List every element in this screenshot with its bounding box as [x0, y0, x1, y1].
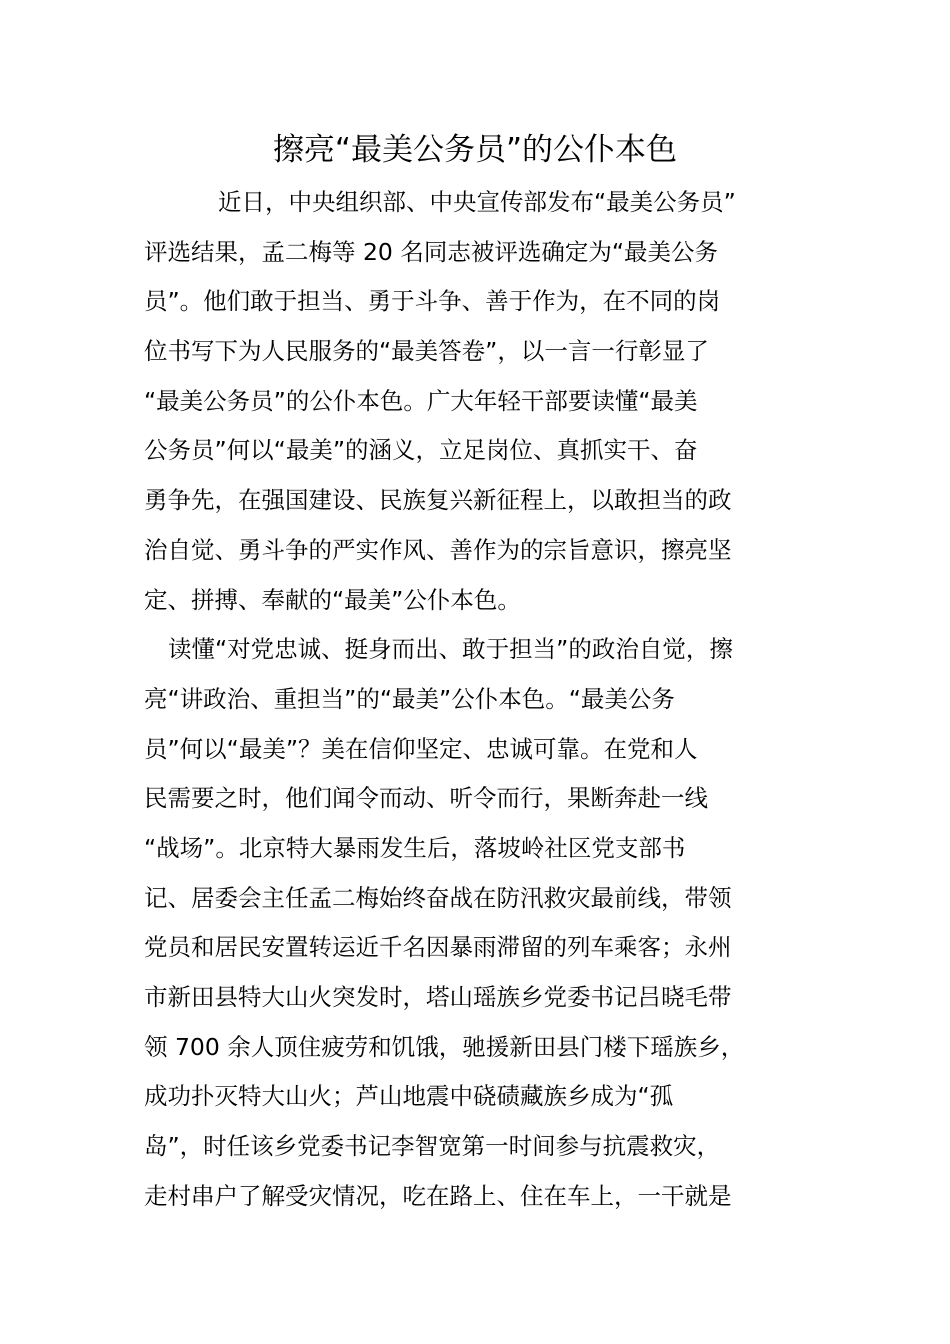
- paragraph-2-line-6: 记、居委会主任孟二梅始终奋战在防汛救灾最前线，带领: [144, 883, 732, 912]
- paragraph-1-line-3: 员”。他们敢于担当、勇于斗争、善于作为，在不同的岗: [144, 287, 721, 316]
- paragraph-2-line-11: 岛”，时任该乡党委书记李智宽第一时间参与抗震救灾，: [144, 1132, 721, 1161]
- paragraph-2-line-7: 党员和居民安置转运近千名因暴雨滞留的列车乘客；永州: [144, 933, 732, 962]
- paragraph-2-line-1: 读懂“对党忠诚、挺身而出、敢于担当”的政治自觉，擦: [168, 635, 733, 664]
- paragraph-1-line-9: 定、拼搏、奉献的“最美”公仆本色。: [144, 585, 521, 614]
- paragraph-2-line-10: 成功扑灭特大山火；芦山地震中硗碛藏族乡成为“孤: [144, 1082, 674, 1111]
- paragraph-1-line-1: 近日，中央组织部、中央宣传部发布“最美公务员”: [218, 188, 736, 216]
- paragraph-2-line-5: “战场”。北京特大暴雨发生后，落坡岭社区党支部书: [144, 833, 686, 862]
- document-title: 擦亮“最美公务员”的公仆本色: [272, 132, 678, 168]
- paragraph-1-line-6: 公务员”何以“最美”的涵义，立足岗位、真抓实干、奋: [144, 436, 698, 465]
- paragraph-1-line-2: 评选结果，孟二梅等 20 名同志被评选确定为“最美公务: [144, 237, 719, 266]
- paragraph-2-line-3: 员”何以“最美”？美在信仰坚定、忠诚可靠。在党和人: [144, 734, 698, 763]
- paragraph-1-line-5: “最美公务员”的公仆本色。广大年轻干部要读懂“最美: [144, 386, 698, 415]
- paragraph-2-line-4: 民需要之时，他们闻令而动、听令而行，果断奔赴一线: [144, 784, 708, 813]
- paragraph-2-line-12: 走村串户了解受灾情况，吃在路上、住在车上，一干就是: [144, 1181, 732, 1210]
- document-body: [144, 178, 824, 1221]
- paragraph-1-line-7: 勇争先，在强国建设、民族复兴新征程上，以敢担当的政: [144, 486, 732, 515]
- paragraph-2-line-9: 领 700 余人顶住疲劳和饥饿，驰援新田县门楼下瑶族乡，: [144, 1032, 745, 1061]
- paragraph-2-line-8: 市新田县特大山火突发时，塔山瑶族乡党委书记吕晓毛带: [144, 983, 732, 1011]
- paragraph-1-line-4: 位书写下为人民服务的“最美答卷”，以一言一行彰显了: [144, 337, 709, 366]
- paragraph-2-line-2: 亮“讲政治、重担当”的“最美”公仆本色。“最美公务: [144, 684, 675, 713]
- paragraph-1-line-8: 治自觉、勇斗争的严实作风、善作为的宗旨意识，擦亮坚: [144, 535, 732, 564]
